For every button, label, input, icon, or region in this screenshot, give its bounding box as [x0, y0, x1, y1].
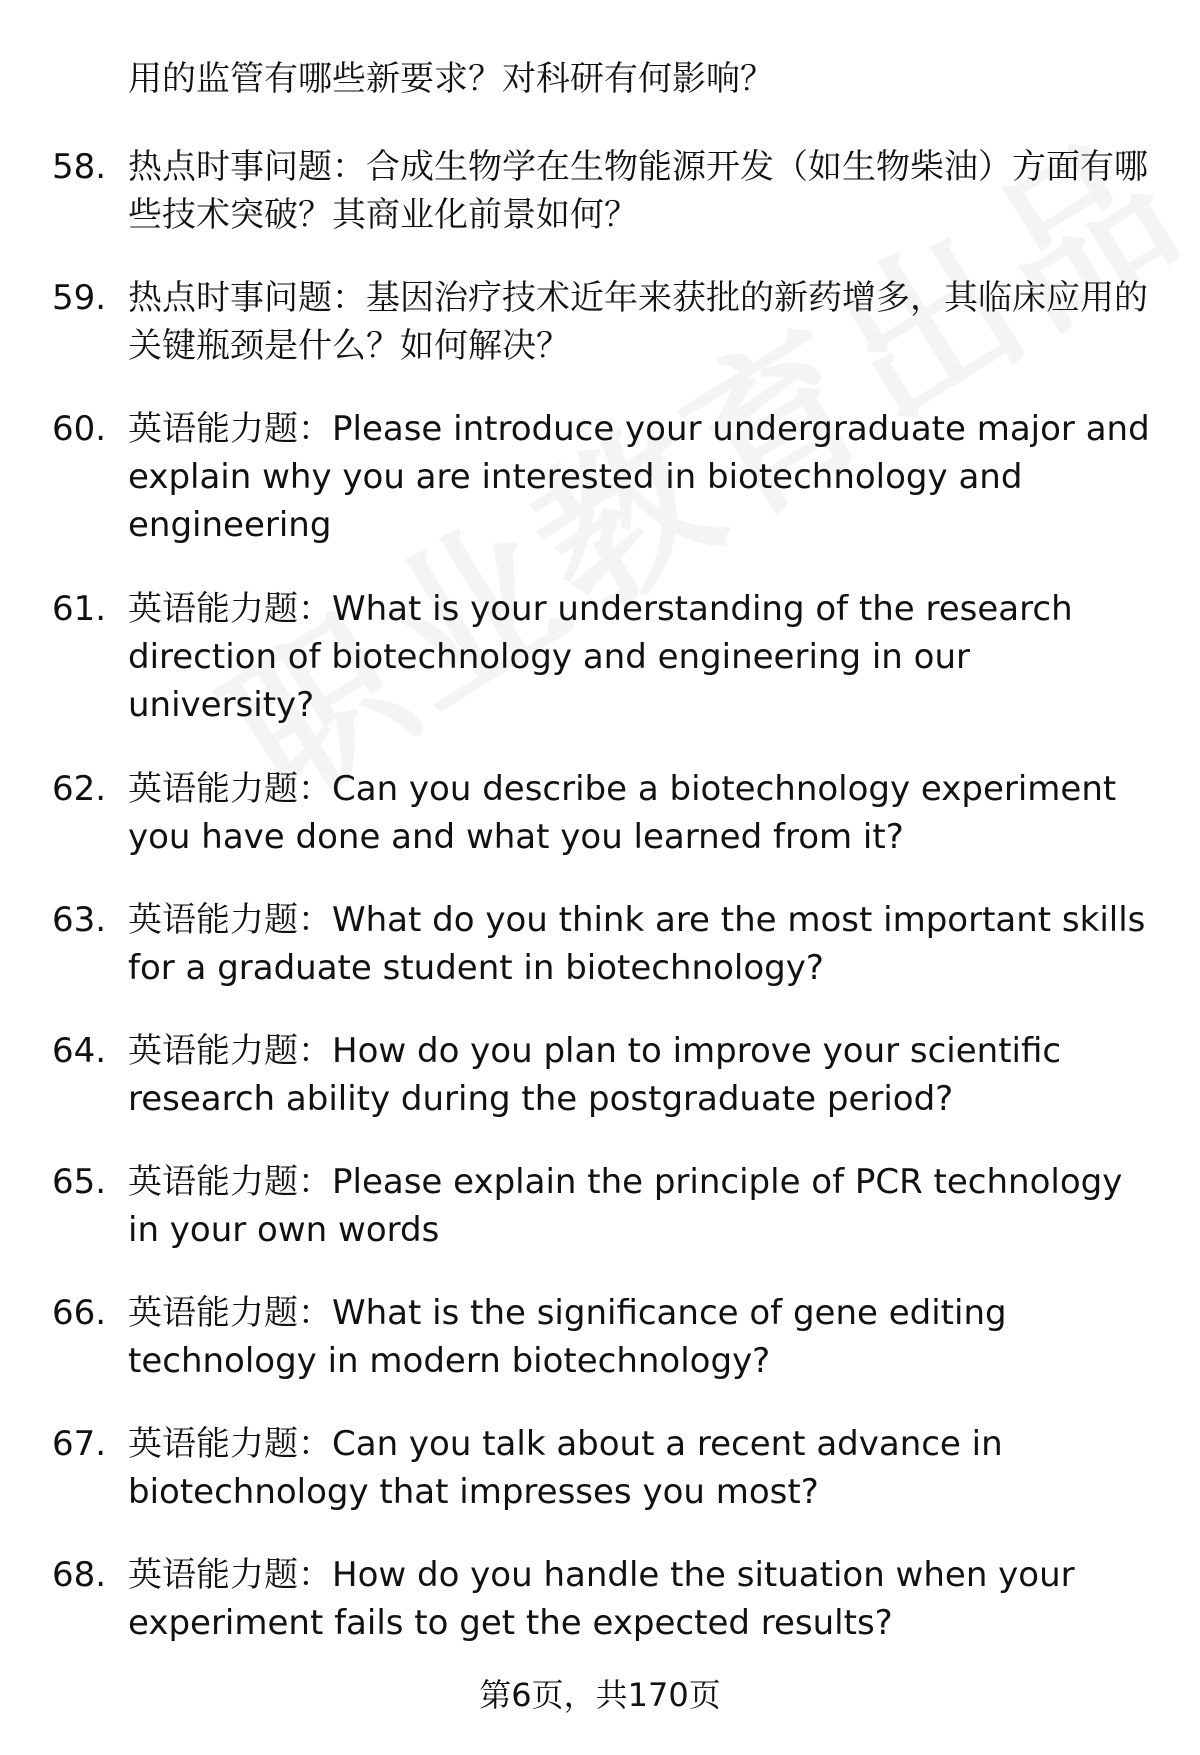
question-number: 67. — [52, 1424, 107, 1464]
question-number: 62. — [52, 769, 107, 809]
question-text: 英语能力题：Can you talk about a recent advance in biotechnology that impresses you most? — [128, 1424, 1003, 1512]
question-text: 英语能力题：What is your understanding of the research direction of biotechnology and engineering in our university? — [128, 589, 1073, 725]
question-number: 66. — [52, 1293, 107, 1333]
continued-question-text: 用的监管有哪些新要求？对科研有何影响？ — [128, 59, 774, 99]
question-text: 英语能力题：Please introduce your undergraduate major and explain why you are interested in biotechnology and engineering — [128, 409, 1150, 545]
question-number: 68. — [52, 1555, 107, 1595]
question-number: 61. — [52, 589, 107, 629]
question-text: 英语能力题：How do you handle the situation when your experiment fails to get the expected results? — [128, 1555, 1075, 1643]
page-footer: 第6页，共170页 — [479, 1676, 721, 1714]
question-number: 60. — [52, 409, 107, 449]
question-number: 58. — [52, 147, 107, 187]
question-text: 英语能力题：Can you describe a biotechnology experiment you have done and what you learned from it? — [128, 769, 1117, 857]
question-number: 65. — [52, 1162, 107, 1202]
question-text: 英语能力题：How do you plan to improve your scientific research ability during the postgraduate period? — [128, 1031, 1062, 1119]
question-text: 热点时事问题：基因治疗技术近年来获批的新药增多，其临床应用的关键瓶颈是什么？如何解决？ — [128, 278, 1148, 366]
question-number: 64. — [52, 1031, 107, 1071]
question-number: 63. — [52, 900, 107, 940]
question-number: 59. — [52, 278, 107, 318]
question-text: 英语能力题：What is the significance of gene editing technology in modern biotechnology? — [128, 1293, 1007, 1381]
question-text: 英语能力题：What do you think are the most important skills for a graduate student in biotechnology? — [128, 900, 1146, 988]
question-text: 热点时事问题：合成生物学在生物能源开发（如生物柴油）方面有哪些技术突破？其商业化前景如何？ — [128, 147, 1148, 235]
question-text: 英语能力题：Please explain the principle of PCR technology in your own words — [128, 1162, 1123, 1250]
